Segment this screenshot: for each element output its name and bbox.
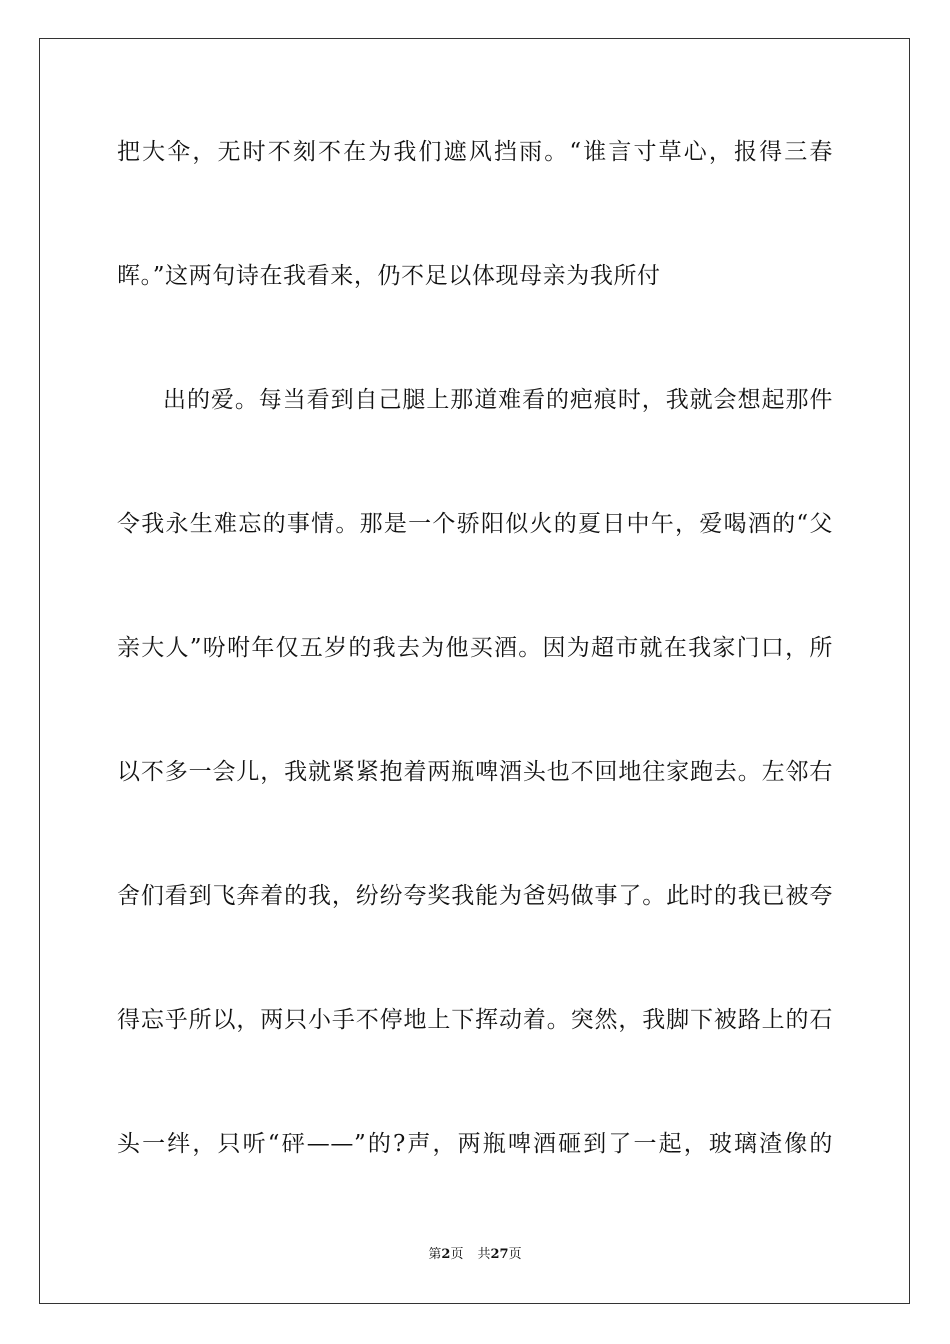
footer-total-suffix: 页 (508, 1247, 522, 1262)
text-line-1: 把大伞，无时不刻不在为我们遮风挡雨。“谁言寸草心，报得三春 (117, 139, 833, 165)
text-line-7: 舍们看到飞奔着的我，纷纷夸奖我能为爸妈做事了。此时的我已被夸 (117, 883, 833, 909)
text-line-6: 以不多一会儿，我就紧紧抱着两瓶啤酒头也不回地往家跑去。左邻右 (117, 759, 833, 785)
text-line-2: 晖。”这两句诗在我看来，仍不足以体现母亲为我所付 (117, 263, 661, 289)
text-line-9: 头一绊，只听“砰——”的?声，两瓶啤酒砸到了一起，玻璃渣像的 (117, 1131, 833, 1157)
footer-page-number: 2 (441, 1247, 451, 1262)
footer-page-prefix: 第 (428, 1247, 442, 1262)
footer-page-suffix: 页 (450, 1247, 464, 1262)
footer-total-prefix: 共 (477, 1247, 491, 1262)
page-footer (0, 1246, 950, 1264)
text-line-5: 亲大人”吩咐年仅五岁的我去为他买酒。因为超市就在我家门口，所 (117, 635, 833, 661)
text-line-4: 令我永生难忘的事情。那是一个骄阳似火的夏日中午，爱喝酒的“父 (117, 511, 833, 537)
text-line-3: 出的爱。每当看到自己腿上那道难看的疤痕时，我就会想起那件 (163, 387, 833, 413)
text-line-8: 得忘乎所以，两只小手不停地上下挥动着。突然，我脚下被路上的石 (117, 1007, 833, 1033)
footer-total-number: 27 (490, 1247, 509, 1262)
page-border (39, 38, 910, 1304)
